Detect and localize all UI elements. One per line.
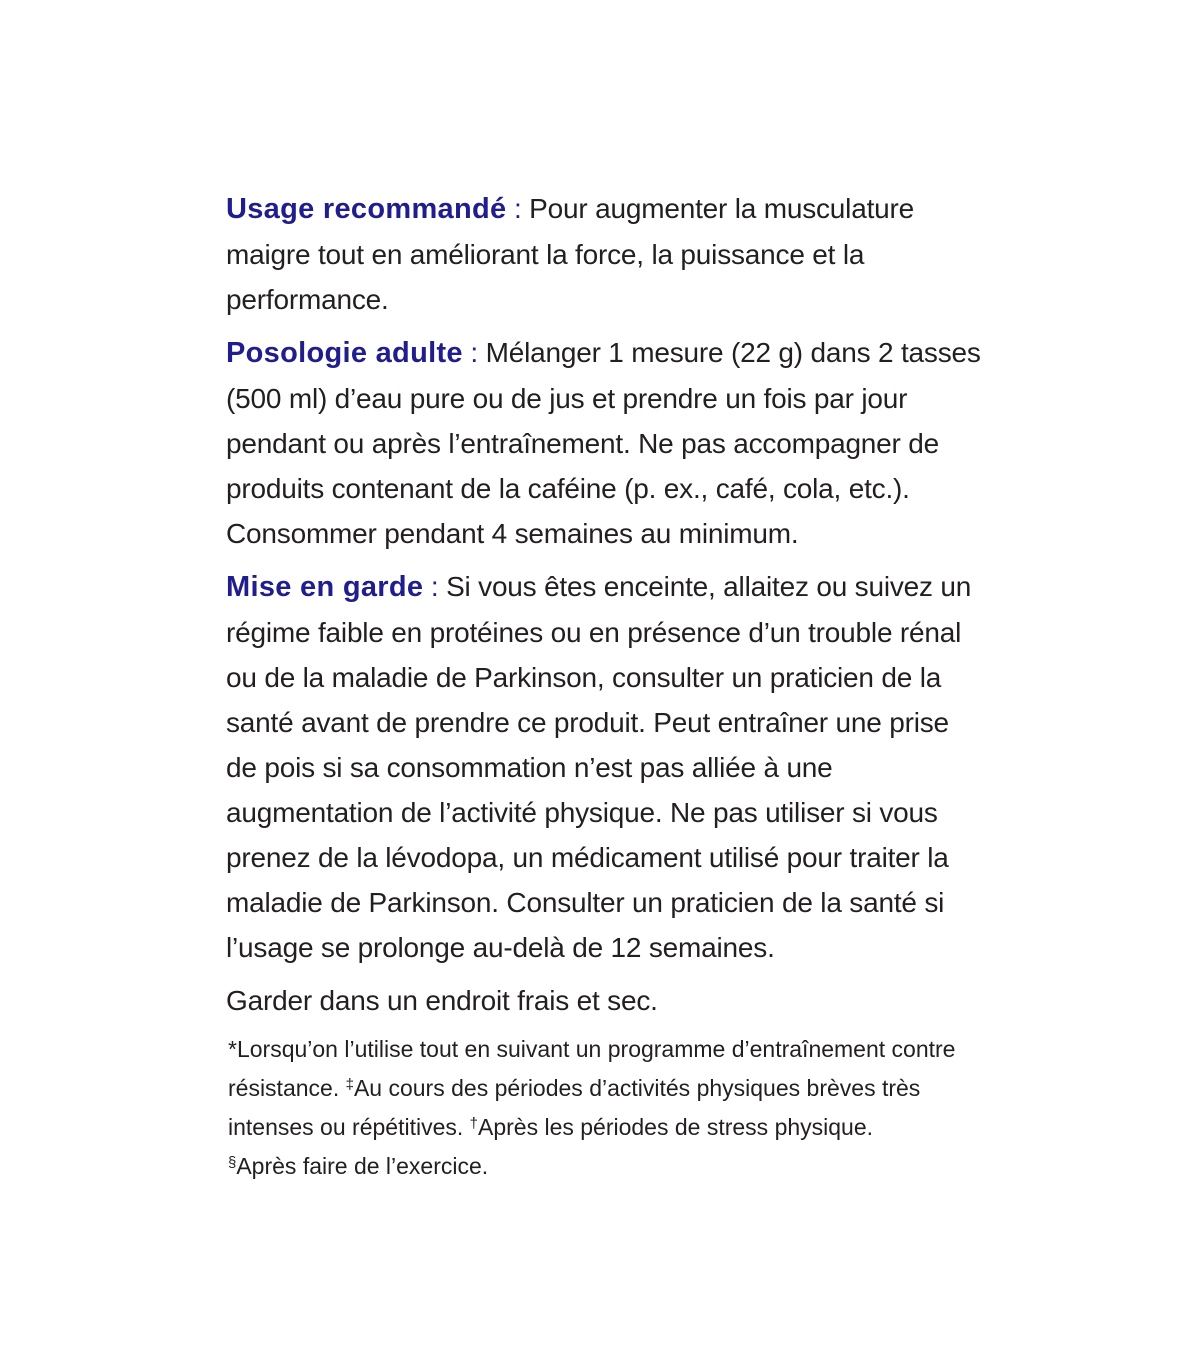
footnote-3-text: Après les périodes de stress physique.: [477, 1114, 874, 1140]
warning-text: Si vous êtes enceinte, allaitez ou suivez un régime faible en protéines ou en présence d’un trouble rénal ou de la maladie de Parkinson, consulter un praticien de la santé avant de prendre ce produit. Peut entraîner une prise de pois si sa consommation n’est pas alliée à une augmentation de l’activité physique. Ne pas utiliser si vous prenez de la lévodopa, un médicament utilisé pour traiter la maladie de Parkinson. Consulter un praticien de la santé si l’usage se prolonge au-delà de 12 semaines.: [226, 571, 972, 963]
adult-dosage-heading: Posologie adulte: [226, 337, 463, 369]
footnote-1-text: Lorsqu’on l’utilise tout en suivant un programme d’entraînement contre résistance.: [228, 1036, 956, 1101]
footnote-3-mark: †: [469, 1115, 478, 1132]
adult-dosage-text: Mélanger 1 mesure (22 g) dans 2 tasses (500 ml) d’eau pure ou de jus et prendre un fois par jour pendant ou après l’entraînement. Ne pas accompagner de produits contenant de la caféine (p. ex., café, cola, etc.). Consommer pendant 4 semaines au minimum.: [226, 337, 981, 549]
warning-separator: :: [423, 571, 439, 602]
footnote-2-text: Au cours des périodes d’activités physiques brèves très intenses ou répétitives.: [228, 1075, 921, 1140]
footnote-4-text: Après faire de l’exercice.: [236, 1153, 489, 1179]
adult-dosage-separator: :: [462, 337, 478, 368]
footnote-1-lead: *: [228, 1036, 237, 1062]
recommended-use-paragraph: [226, 186, 986, 322]
recommended-use-text: Pour augmenter la musculature maigre tout en améliorant la force, la puissance et la performance.: [226, 193, 915, 315]
recommended-use-heading: Usage recommandé: [226, 193, 507, 225]
footnote-4-mark: §: [228, 1154, 237, 1171]
warning-heading: Mise en garde: [226, 571, 424, 603]
product-label-text: [226, 186, 986, 1023]
footnote-2-mark: ‡: [345, 1076, 354, 1093]
recommended-use-separator: :: [506, 193, 522, 224]
footnotes: [228, 1030, 988, 1186]
storage-instructions: Garder dans un endroit frais et sec.: [226, 985, 658, 1016]
adult-dosage-paragraph: [226, 330, 986, 556]
warning-paragraph: [226, 564, 986, 970]
